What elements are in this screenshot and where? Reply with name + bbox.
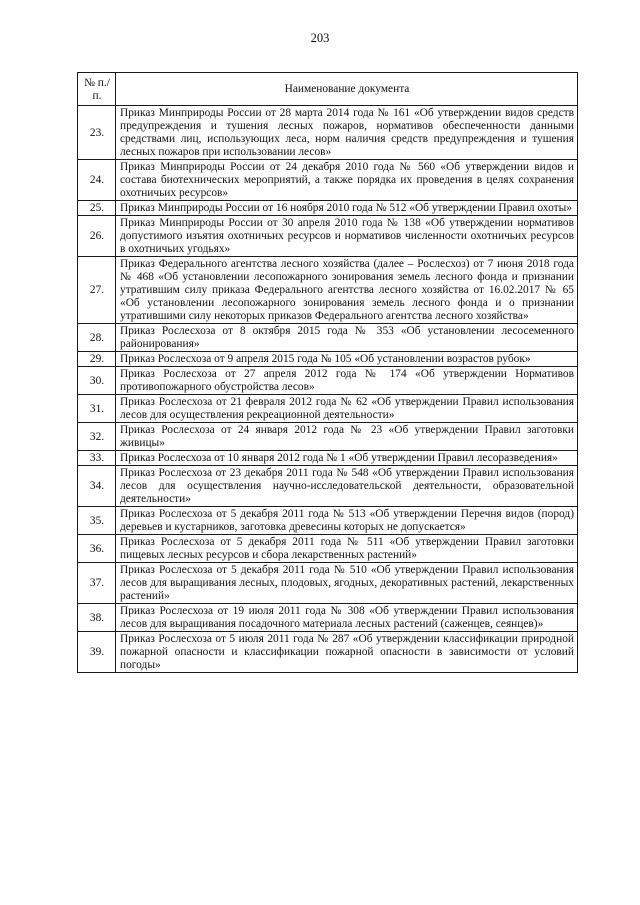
- table-row: [78, 632, 578, 673]
- document-name: Приказ Рослесхоза от 8 октября 2015 года № 353 «Об установлении лесосеменного районирования»: [116, 324, 578, 352]
- row-number: 31.: [78, 395, 116, 423]
- table-row: [78, 604, 578, 632]
- document-name: Приказ Минприроды России от 30 апреля 2010 года № 138 «Об утверждении нормативов допустимого изъятия охотничьих ресурсов и нормативов численности охотничьих ресурсов в охотничьих угодьях»: [116, 216, 578, 257]
- column-header-document-name: Наименование документа: [116, 73, 578, 106]
- table-row: [78, 563, 578, 604]
- row-number: 27.: [78, 257, 116, 324]
- table-row: [78, 106, 578, 160]
- document-name: Приказ Рослесхоза от 9 апреля 2015 года № 105 «Об установлении возрастов рубок»: [116, 352, 578, 367]
- document-name: Приказ Рослесхоза от 24 января 2012 года № 23 «Об утверждении Правил заготовки живицы»: [116, 423, 578, 451]
- table-row: [78, 395, 578, 423]
- document-name: Приказ Рослесхоза от 19 июля 2011 года № 308 «Об утверждении Правил использования лесов для выращивания посадочного материала лесных растений (саженцев, сеянцев)»: [116, 604, 578, 632]
- row-number: 23.: [78, 106, 116, 160]
- document-name: Приказ Рослесхоза от 5 декабря 2011 года № 510 «Об утверждении Правил использования лесов для выращивания лесных, плодовых, ягодных, декоративных растений, лекарственных растений»: [116, 563, 578, 604]
- document-name: Приказ Минприроды России от 24 декабря 2010 года № 560 «Об утверждении видов и состава биотехнических мероприятий, а также порядка их проведения в целях сохранения охотничьих ресурсов»: [116, 160, 578, 201]
- table-row: [78, 216, 578, 257]
- row-number: 38.: [78, 604, 116, 632]
- document-name: Приказ Рослесхоза от 23 декабря 2011 года № 548 «Об утверждении Правил использования лесов для осуществления научно-исследовательской деятельности, образовательной деятельности»: [116, 466, 578, 507]
- table-row: [78, 466, 578, 507]
- row-number: 37.: [78, 563, 116, 604]
- row-number: 34.: [78, 466, 116, 507]
- table-row: [78, 507, 578, 535]
- row-number: 24.: [78, 160, 116, 201]
- row-number: 28.: [78, 324, 116, 352]
- table-header-row: [78, 73, 578, 106]
- table-row: [78, 423, 578, 451]
- table-row: [78, 201, 578, 216]
- document-name: Приказ Рослесхоза от 10 января 2012 года № 1 «Об утверждении Правил лесоразведения»: [116, 451, 578, 466]
- row-number: 39.: [78, 632, 116, 673]
- table-row: [78, 352, 578, 367]
- document-name: Приказ Федерального агентства лесного хозяйства (далее – Рослесхоз) от 7 июня 2018 года № 468 «Об установлении лесопожарного зонирования земель лесного фонда и признании утратившим силу приказа Федерального агентства лесного хозяйства от 16.02.2017 № 65 «Об установлении лесопожарного зонирования земель лесного фонда и о признании утратившими силу некоторых приказов Федерального агентства лесного хозяйства»: [116, 257, 578, 324]
- document-name: Приказ Минприроды России от 28 марта 2014 года № 161 «Об утверждении видов средств предупреждения и тушения лесных пожаров, нормативов обеспеченности данными средствами лиц, использующих леса, норм наличия средств предупреждения и тушения лесных пожаров при использовании лесов»: [116, 106, 578, 160]
- row-number: 33.: [78, 451, 116, 466]
- page-number: 203: [310, 31, 330, 45]
- document-table: [77, 72, 578, 673]
- table-row: [78, 324, 578, 352]
- document-name: Приказ Рослесхоза от 27 апреля 2012 года № 174 «Об утверждении Нормативов противопожарного обустройства лесов»: [116, 367, 578, 395]
- document-name: Приказ Рослесхоза от 5 июля 2011 года № 287 «Об утверждении классификации природной пожарной опасности и классификации пожарной опасности в зависимости от условий погоды»: [116, 632, 578, 673]
- row-number: 26.: [78, 216, 116, 257]
- row-number: 30.: [78, 367, 116, 395]
- column-header-number: № п./п.: [78, 73, 116, 106]
- table-row: [78, 535, 578, 563]
- document-name: Приказ Минприроды России от 16 ноября 2010 года № 512 «Об утверждении Правил охоты»: [116, 201, 578, 216]
- document-name: Приказ Рослесхоза от 5 декабря 2011 года № 511 «Об утверждении Правил заготовки пищевых лесных ресурсов и сбора лекарственных растений»: [116, 535, 578, 563]
- row-number: 32.: [78, 423, 116, 451]
- table-row: [78, 160, 578, 201]
- row-number: 29.: [78, 352, 116, 367]
- row-number: 36.: [78, 535, 116, 563]
- document-name: Приказ Рослесхоза от 5 декабря 2011 года № 513 «Об утверждении Перечня видов (пород) деревьев и кустарников, заготовка древесины которых не допускается»: [116, 507, 578, 535]
- table-row: [78, 451, 578, 466]
- document-name: Приказ Рослесхоза от 21 февраля 2012 года № 62 «Об утверждении Правил использования лесов для осуществления рекреационной деятельности»: [116, 395, 578, 423]
- table-row: [78, 257, 578, 324]
- table-row: [78, 367, 578, 395]
- row-number: 35.: [78, 507, 116, 535]
- row-number: 25.: [78, 201, 116, 216]
